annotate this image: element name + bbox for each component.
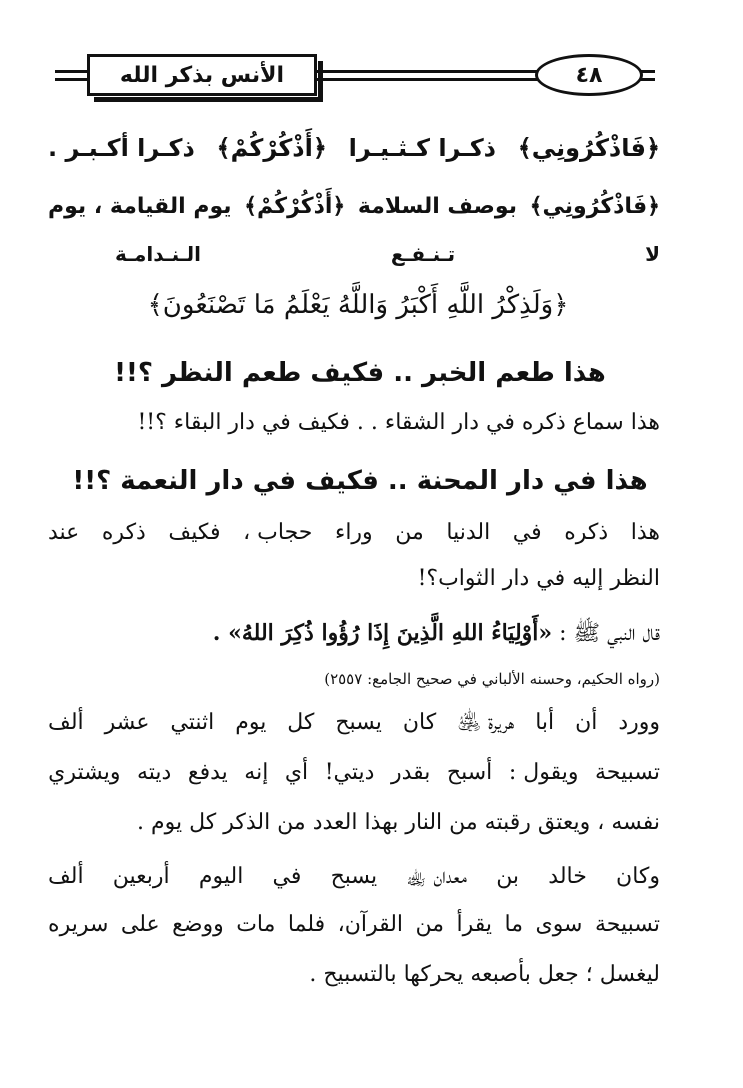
word: هذا (630, 520, 660, 545)
word: ألف (48, 710, 84, 735)
word: ديته (136, 760, 172, 785)
word: اثنتي (170, 710, 215, 735)
paragraph-2-line-2 (48, 914, 660, 936)
word: أبا (535, 710, 555, 735)
word: معدان ﵀ (406, 864, 467, 889)
word: ذكره (564, 520, 609, 545)
hadith-reference: (رواه الحكيم، وحسنه الألباني في صحيح الجامع: ٢٥٥٧) (324, 670, 660, 688)
word: يقرأ (456, 912, 493, 937)
line-segment: يوم القيامة ، يوم (48, 194, 232, 219)
word: ديتي! (324, 760, 375, 785)
word: ووضع (172, 912, 224, 937)
hadith-intro: قال النبي ﷺ : (559, 621, 660, 646)
word: من (395, 520, 424, 545)
body-line-2a (48, 522, 660, 544)
word: أي (284, 760, 309, 785)
word: تسبيحة (594, 912, 660, 937)
paragraph-1-line-1 (48, 712, 660, 734)
word: ألف (48, 864, 84, 889)
word: ما (504, 912, 523, 937)
word: في (512, 520, 542, 545)
word: بن (496, 864, 520, 889)
line-segment: لا (645, 242, 660, 266)
hadith-quote: «أَوْلِيَاءُ اللهِ الَّذِينَ إِذَا رُؤُوا ذُكِرَ اللهُ» . (212, 620, 553, 646)
line-segment: الـنـدامـة (115, 242, 201, 266)
body-line-1: هذا سماع ذكره في دار الشقاء . . فكيف في دار البقاء ؟!! (137, 410, 660, 435)
word: يسبح (335, 710, 382, 735)
paragraph-2-line-1 (48, 866, 660, 888)
line-segment: ذكـرا كـثـيـرا (348, 134, 496, 162)
word: يدفع (187, 760, 228, 785)
word: ويشتري (48, 760, 121, 785)
line-segment: ﴿أَذْكُرْكُمْ﴾ (216, 134, 327, 162)
word: سريره (48, 912, 109, 937)
paragraph-1-line-3: نفسه ، ويعتق رقبته من النار بهذا العدد من الذكر كل يوم . (136, 810, 660, 835)
word: وكان (616, 864, 660, 889)
word: القرآن، (337, 912, 404, 937)
word: الدنيا (446, 520, 491, 545)
word: اليوم (198, 864, 244, 889)
word: كل (287, 710, 315, 735)
word: حجاب ، (243, 520, 313, 545)
word: عند (48, 520, 80, 545)
word: هريرة ﵁ (457, 710, 515, 735)
text-line-3 (115, 244, 660, 264)
book-title: الأنس بذكر الله (87, 54, 317, 96)
word: كان (402, 710, 437, 735)
line-segment: تـنـفـع (390, 242, 456, 266)
word: على (120, 912, 160, 937)
word: فكيف (168, 520, 221, 545)
line-segment: ﴿أَذْكُرْكُمْ﴾ (244, 194, 346, 219)
word: وورد (618, 710, 660, 735)
word: يسبح (330, 864, 378, 889)
word: خالد (548, 864, 587, 889)
line-segment: ﴿فَاذْكُرُونِي﴾ (517, 134, 660, 162)
word: إنه (244, 760, 269, 785)
word: سوى (535, 912, 583, 937)
line-segment: بوصف السلامة (357, 194, 517, 219)
line-segment: ﴿فَاذْكُرُونِي﴾ (529, 194, 660, 219)
heading-1: هذا طعم الخبر .. فكيف طعم النظر ؟!! (114, 358, 606, 388)
word: يوم (235, 710, 267, 735)
word: أربعين (112, 864, 170, 889)
line-segment: ذكـرا أكـبـر . (48, 134, 195, 162)
page-header (55, 48, 655, 110)
word: أن (575, 710, 598, 735)
word: في (272, 864, 302, 889)
hadith-line (48, 622, 660, 645)
word: ويقول : (508, 760, 579, 785)
word: أسبح (446, 760, 493, 785)
quran-verse: ﴿وَلَذِكْرُ اللَّهِ أَكْبَرُ وَاللَّهُ يَعْلَمُ مَا تَصْنَعُونَ﴾ (147, 290, 569, 320)
word: ذكره (101, 520, 146, 545)
text-line-2 (48, 196, 660, 218)
paragraph-1-line-2 (48, 762, 660, 784)
word: من (415, 912, 445, 937)
text-line-1 (48, 136, 660, 160)
heading-2: هذا في دار المحنة .. فكيف في دار النعمة ؟!! (72, 466, 648, 496)
page-number: ٤٨ (535, 54, 643, 96)
word: فلما (287, 912, 326, 937)
word: بقدر (390, 760, 431, 785)
word: تسبيحة (594, 760, 660, 785)
word: وراء (334, 520, 373, 545)
paragraph-2-line-3: ليغسل ؛ جعل بأصبعه يحركها بالتسبيح . (309, 962, 660, 987)
word: عشر (104, 710, 150, 735)
word: مات (236, 912, 276, 937)
body-line-2b: النظر إليه في دار الثواب؟! (417, 566, 660, 591)
